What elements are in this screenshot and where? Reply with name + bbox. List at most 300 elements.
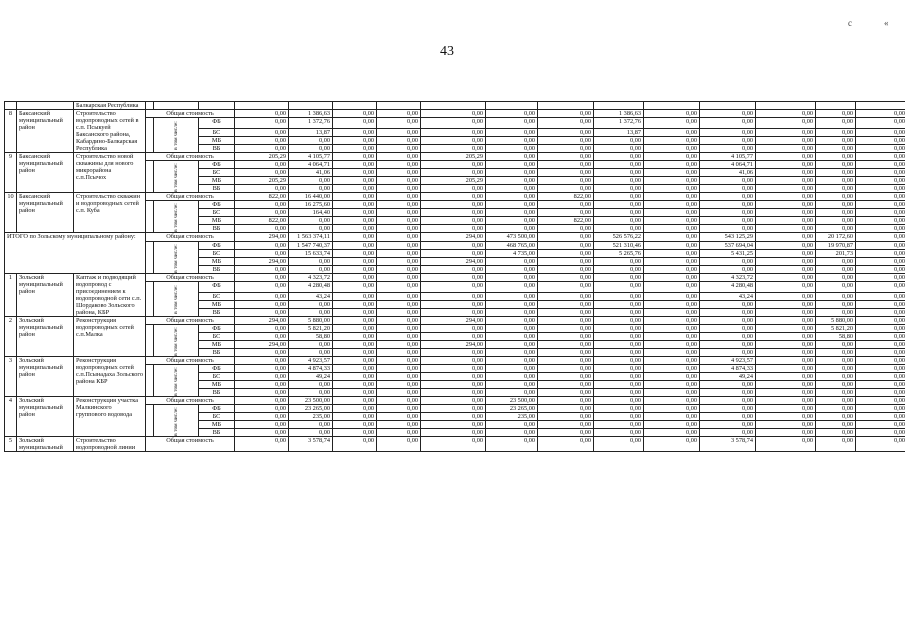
value-cell: 0,00 xyxy=(856,185,905,193)
value-cell: 0,00 xyxy=(333,365,377,373)
value-cell: 0,00 xyxy=(235,201,289,209)
in-that-label xyxy=(154,405,199,437)
value-cell: 0,00 xyxy=(333,333,377,341)
value-cell: 0,00 xyxy=(486,177,538,185)
value-cell: 0,00 xyxy=(816,161,856,169)
funding-source: БС xyxy=(199,209,235,217)
value-cell: 0,00 xyxy=(377,161,421,169)
value-cell: 0,00 xyxy=(333,137,377,145)
value-cell: 0,00 xyxy=(644,389,700,397)
empty-cell xyxy=(146,201,154,233)
value-cell: 0,00 xyxy=(756,349,816,357)
value-cell: 0,00 xyxy=(856,201,905,209)
value-cell: 0,00 xyxy=(756,274,816,282)
empty-cell xyxy=(816,102,856,110)
value-cell: 0,00 xyxy=(235,266,289,274)
value-cell: 294,00 xyxy=(421,258,486,266)
value-cell: 0,00 xyxy=(644,110,700,118)
district-name: Зольский муниципальный район xyxy=(17,397,74,437)
empty-cell xyxy=(146,325,154,357)
value-cell: 0,00 xyxy=(333,193,377,201)
value-cell: 0,00 xyxy=(700,225,756,233)
value-cell: 0,00 xyxy=(756,137,816,145)
value-cell: 0,00 xyxy=(235,365,289,373)
funding-source: ФБ xyxy=(199,325,235,333)
value-cell: 1 547 740,37 xyxy=(289,242,333,250)
value-cell: 0,00 xyxy=(856,225,905,233)
value-cell: 0,00 xyxy=(756,233,816,242)
value-cell: 0,00 xyxy=(538,258,594,266)
value-cell: 0,00 xyxy=(756,373,816,381)
value-cell: 0,00 xyxy=(486,381,538,389)
value-cell: 0,00 xyxy=(421,266,486,274)
value-cell: 0,00 xyxy=(856,137,905,145)
value-cell: 0,00 xyxy=(594,282,644,293)
value-cell: 0,00 xyxy=(816,429,856,437)
funding-source: МБ xyxy=(199,301,235,309)
value-cell: 0,00 xyxy=(538,161,594,169)
value-cell: 0,00 xyxy=(333,274,377,282)
value-cell: 0,00 xyxy=(856,381,905,389)
row-number: 1 xyxy=(5,274,17,317)
value-cell: 0,00 xyxy=(700,201,756,209)
value-cell: 0,00 xyxy=(377,258,421,266)
value-cell: 0,00 xyxy=(289,381,333,389)
project-name: Реконструкция водопроводных сетей с.п.Псынадаха Зольского района КБР xyxy=(74,357,146,397)
value-cell: 0,00 xyxy=(594,309,644,317)
value-cell: 0,00 xyxy=(644,309,700,317)
value-cell: 0,00 xyxy=(333,413,377,421)
value-cell: 0,00 xyxy=(644,357,700,365)
value-cell: 0,00 xyxy=(377,413,421,421)
value-cell: 4 280,48 xyxy=(700,282,756,293)
in-that-label-text: в том числе: xyxy=(172,121,179,150)
value-cell: 0,00 xyxy=(377,177,421,185)
value-cell: 0,00 xyxy=(644,301,700,309)
value-cell: 294,00 xyxy=(421,317,486,325)
value-cell: 0,00 xyxy=(700,333,756,341)
value-cell: 0,00 xyxy=(644,129,700,137)
empty-cell xyxy=(756,102,816,110)
value-cell: 0,00 xyxy=(377,293,421,301)
value-cell: 0,00 xyxy=(756,317,816,325)
value-cell: 0,00 xyxy=(756,341,816,349)
value-cell: 235,00 xyxy=(289,413,333,421)
value-cell: 0,00 xyxy=(756,145,816,153)
value-cell: 0,00 xyxy=(816,437,856,452)
value-cell: 0,00 xyxy=(421,421,486,429)
project-name: Строительство новой скважины для нового микрорайона с.п.Псычох xyxy=(74,153,146,193)
value-cell: 0,00 xyxy=(333,293,377,301)
value-cell: 0,00 xyxy=(644,185,700,193)
value-cell: 0,00 xyxy=(756,429,816,437)
value-cell: 0,00 xyxy=(756,437,816,452)
value-cell: 0,00 xyxy=(377,333,421,341)
value-cell: 0,00 xyxy=(644,161,700,169)
value-cell: 0,00 xyxy=(377,381,421,389)
value-cell: 0,00 xyxy=(235,145,289,153)
value-cell: 4 874,33 xyxy=(289,365,333,373)
budget-table xyxy=(4,101,905,452)
value-cell: 0,00 xyxy=(594,333,644,341)
value-cell: 0,00 xyxy=(816,397,856,405)
value-cell: 0,00 xyxy=(235,429,289,437)
value-cell: 0,00 xyxy=(644,317,700,325)
value-cell: 49,24 xyxy=(700,373,756,381)
in-that-label-text: в том числе: xyxy=(172,285,179,314)
value-cell: 5 880,00 xyxy=(816,317,856,325)
value-cell: 0,00 xyxy=(644,225,700,233)
value-cell: 0,00 xyxy=(594,209,644,217)
funding-source: МБ xyxy=(199,381,235,389)
value-cell: 0,00 xyxy=(700,185,756,193)
value-cell: 0,00 xyxy=(333,145,377,153)
value-cell: 0,00 xyxy=(644,145,700,153)
value-cell: 0,00 xyxy=(856,333,905,341)
value-cell: 0,00 xyxy=(486,333,538,341)
value-cell: 0,00 xyxy=(594,325,644,333)
value-cell: 0,00 xyxy=(377,201,421,209)
value-cell: 0,00 xyxy=(235,421,289,429)
empty-cell xyxy=(486,102,538,110)
value-cell: 0,00 xyxy=(816,225,856,233)
value-cell: 0,00 xyxy=(486,349,538,357)
value-cell: 0,00 xyxy=(700,397,756,405)
value-cell: 0,00 xyxy=(856,169,905,177)
value-cell: 0,00 xyxy=(816,357,856,365)
value-cell: 4 323,72 xyxy=(700,274,756,282)
value-cell: 0,00 xyxy=(538,405,594,413)
district-name: Баксанский муниципальный район xyxy=(17,153,74,193)
project-total-row xyxy=(5,274,905,282)
funding-source: БС xyxy=(199,169,235,177)
value-cell: 0,00 xyxy=(235,129,289,137)
total-cost-label: Общая стоимость xyxy=(146,437,235,452)
value-cell: 0,00 xyxy=(856,266,905,274)
project-total-row xyxy=(5,397,905,405)
value-cell: 0,00 xyxy=(644,193,700,201)
value-cell: 294,00 xyxy=(421,233,486,242)
value-cell: 0,00 xyxy=(538,110,594,118)
value-cell: 0,00 xyxy=(816,413,856,421)
project-total-row xyxy=(5,437,905,452)
value-cell: 0,00 xyxy=(594,301,644,309)
value-cell: 0,00 xyxy=(235,169,289,177)
value-cell: 0,00 xyxy=(377,373,421,381)
value-cell: 0,00 xyxy=(235,185,289,193)
value-cell: 0,00 xyxy=(816,177,856,185)
value-cell: 0,00 xyxy=(333,209,377,217)
value-cell: 0,00 xyxy=(700,413,756,421)
value-cell: 0,00 xyxy=(594,317,644,325)
value-cell: 0,00 xyxy=(235,242,289,250)
value-cell: 0,00 xyxy=(421,137,486,145)
value-cell: 0,00 xyxy=(594,373,644,381)
value-cell: 0,00 xyxy=(644,169,700,177)
value-cell: 0,00 xyxy=(289,349,333,357)
value-cell: 1 386,63 xyxy=(594,110,644,118)
value-cell: 0,00 xyxy=(486,258,538,266)
value-cell: 0,00 xyxy=(856,153,905,161)
value-cell: 0,00 xyxy=(756,110,816,118)
value-cell: 0,00 xyxy=(756,421,816,429)
value-cell: 0,00 xyxy=(486,421,538,429)
value-cell: 0,00 xyxy=(856,325,905,333)
value-cell: 0,00 xyxy=(333,258,377,266)
total-cost-label: Общая стоимость xyxy=(146,397,235,405)
value-cell: 0,00 xyxy=(538,317,594,325)
funding-source: МБ xyxy=(199,177,235,185)
value-cell: 0,00 xyxy=(377,421,421,429)
project-name: Реконструкция водопроводных сетей с.п.Малка xyxy=(74,317,146,357)
value-cell: 0,00 xyxy=(289,429,333,437)
value-cell: 0,00 xyxy=(333,266,377,274)
value-cell: 0,00 xyxy=(644,242,700,250)
value-cell: 0,00 xyxy=(538,333,594,341)
value-cell: 0,00 xyxy=(421,185,486,193)
value-cell: 0,00 xyxy=(816,365,856,373)
value-cell: 0,00 xyxy=(377,145,421,153)
funding-source: ВБ xyxy=(199,225,235,233)
value-cell: 0,00 xyxy=(700,129,756,137)
value-cell: 0,00 xyxy=(421,129,486,137)
value-cell: 0,00 xyxy=(644,209,700,217)
funding-source: БС xyxy=(199,333,235,341)
value-cell: 0,00 xyxy=(644,405,700,413)
in-that-label xyxy=(154,161,199,193)
value-cell: 0,00 xyxy=(538,242,594,250)
value-cell: 0,00 xyxy=(421,333,486,341)
funding-source: БС xyxy=(199,373,235,381)
value-cell: 0,00 xyxy=(421,413,486,421)
value-cell: 0,00 xyxy=(644,233,700,242)
value-cell: 0,00 xyxy=(856,357,905,365)
value-cell: 0,00 xyxy=(594,389,644,397)
value-cell: 0,00 xyxy=(644,217,700,225)
value-cell: 0,00 xyxy=(538,381,594,389)
value-cell: 0,00 xyxy=(756,266,816,274)
funding-source: ВБ xyxy=(199,429,235,437)
value-cell: 0,00 xyxy=(756,185,816,193)
value-cell: 0,00 xyxy=(644,118,700,129)
empty-cell xyxy=(146,365,154,397)
value-cell: 0,00 xyxy=(856,413,905,421)
value-cell: 49,24 xyxy=(289,373,333,381)
value-cell: 0,00 xyxy=(538,209,594,217)
value-cell: 0,00 xyxy=(756,201,816,209)
value-cell: 0,00 xyxy=(377,349,421,357)
value-cell: 0,00 xyxy=(421,201,486,209)
value-cell: 0,00 xyxy=(333,421,377,429)
value-cell: 0,00 xyxy=(538,437,594,452)
value-cell: 0,00 xyxy=(856,389,905,397)
value-cell: 5 821,20 xyxy=(289,325,333,333)
value-cell: 0,00 xyxy=(644,274,700,282)
value-cell: 294,00 xyxy=(235,233,289,242)
row-number: 4 xyxy=(5,397,17,437)
value-cell: 235,00 xyxy=(486,413,538,421)
value-cell: 0,00 xyxy=(756,293,816,301)
value-cell: 0,00 xyxy=(333,437,377,452)
value-cell: 526 576,22 xyxy=(594,233,644,242)
value-cell: 0,00 xyxy=(486,110,538,118)
value-cell: 0,00 xyxy=(856,209,905,217)
value-cell: 0,00 xyxy=(486,301,538,309)
value-cell: 0,00 xyxy=(421,357,486,365)
row-number: 10 xyxy=(5,193,17,233)
value-cell: 0,00 xyxy=(856,429,905,437)
value-cell: 0,00 xyxy=(594,185,644,193)
district-name: Зольский муниципальный xyxy=(17,437,74,452)
value-cell: 0,00 xyxy=(644,333,700,341)
value-cell: 0,00 xyxy=(816,153,856,161)
value-cell: 0,00 xyxy=(486,169,538,177)
value-cell: 19 970,87 xyxy=(816,242,856,250)
value-cell: 822,00 xyxy=(235,193,289,201)
value-cell: 0,00 xyxy=(756,333,816,341)
value-cell: 0,00 xyxy=(644,325,700,333)
in-that-label-text: в том числе: xyxy=(172,202,179,232)
empty-cell xyxy=(199,102,235,110)
value-cell: 0,00 xyxy=(700,301,756,309)
value-cell: 0,00 xyxy=(700,266,756,274)
value-cell: 0,00 xyxy=(486,201,538,209)
value-cell: 0,00 xyxy=(816,118,856,129)
value-cell: 0,00 xyxy=(644,282,700,293)
value-cell: 0,00 xyxy=(333,373,377,381)
value-cell: 0,00 xyxy=(377,137,421,145)
value-cell: 473 500,00 xyxy=(486,233,538,242)
value-cell: 0,00 xyxy=(289,341,333,349)
value-cell: 0,00 xyxy=(486,274,538,282)
value-cell: 0,00 xyxy=(644,293,700,301)
value-cell: 0,00 xyxy=(235,309,289,317)
value-cell: 0,00 xyxy=(486,437,538,452)
value-cell: 0,00 xyxy=(816,217,856,225)
value-cell: 0,00 xyxy=(594,153,644,161)
value-cell: 4 923,57 xyxy=(289,357,333,365)
value-cell: 0,00 xyxy=(756,217,816,225)
value-cell: 0,00 xyxy=(333,185,377,193)
value-cell: 0,00 xyxy=(486,193,538,201)
value-cell: 0,00 xyxy=(644,397,700,405)
value-cell: 0,00 xyxy=(421,193,486,201)
value-cell: 0,00 xyxy=(377,110,421,118)
funding-source: ФБ xyxy=(199,201,235,209)
value-cell: 5 821,20 xyxy=(816,325,856,333)
value-cell: 201,73 xyxy=(816,250,856,258)
value-cell: 0,00 xyxy=(816,145,856,153)
value-cell: 0,00 xyxy=(756,413,816,421)
value-cell: 0,00 xyxy=(594,169,644,177)
value-cell: 0,00 xyxy=(289,301,333,309)
value-cell: 0,00 xyxy=(289,266,333,274)
value-cell: 16 440,00 xyxy=(289,193,333,201)
empty-cell xyxy=(377,102,421,110)
value-cell: 0,00 xyxy=(856,110,905,118)
value-cell: 0,00 xyxy=(421,225,486,233)
value-cell: 0,00 xyxy=(856,177,905,185)
value-cell: 0,00 xyxy=(756,118,816,129)
value-cell: 0,00 xyxy=(421,118,486,129)
value-cell: 0,00 xyxy=(289,145,333,153)
value-cell: 0,00 xyxy=(333,250,377,258)
value-cell: 0,00 xyxy=(538,225,594,233)
value-cell: 0,00 xyxy=(421,437,486,452)
value-cell: 0,00 xyxy=(289,389,333,397)
value-cell: 0,00 xyxy=(421,217,486,225)
value-cell: 0,00 xyxy=(538,274,594,282)
funding-source: МБ xyxy=(199,421,235,429)
district-name: Зольский муниципальный район xyxy=(17,317,74,357)
value-cell: 0,00 xyxy=(594,145,644,153)
in-that-label-text: в том числе: xyxy=(172,326,179,356)
value-cell: 0,00 xyxy=(594,357,644,365)
value-cell: 3 578,74 xyxy=(700,437,756,452)
value-cell: 0,00 xyxy=(594,429,644,437)
value-cell: 0,00 xyxy=(816,301,856,309)
value-cell: 4 064,71 xyxy=(700,161,756,169)
total-cost-label: Общая стоимость xyxy=(146,153,235,161)
in-that-label-text: в том числе: xyxy=(172,406,179,436)
value-cell: 0,00 xyxy=(700,118,756,129)
value-cell: 0,00 xyxy=(594,274,644,282)
value-cell: 0,00 xyxy=(377,405,421,413)
value-cell: 0,00 xyxy=(538,137,594,145)
value-cell: 0,00 xyxy=(421,145,486,153)
value-cell: 0,00 xyxy=(816,373,856,381)
value-cell: 0,00 xyxy=(856,258,905,266)
value-cell: 0,00 xyxy=(538,145,594,153)
value-cell: 0,00 xyxy=(856,217,905,225)
value-cell: 0,00 xyxy=(421,389,486,397)
value-cell: 0,00 xyxy=(377,357,421,365)
value-cell: 0,00 xyxy=(486,266,538,274)
value-cell: 0,00 xyxy=(856,421,905,429)
value-cell: 0,00 xyxy=(700,389,756,397)
value-cell: 0,00 xyxy=(856,301,905,309)
value-cell: 0,00 xyxy=(538,389,594,397)
value-cell: 0,00 xyxy=(816,129,856,137)
total-cost-label: Общая стоимость xyxy=(146,110,235,118)
value-cell: 0,00 xyxy=(816,110,856,118)
value-cell: 0,00 xyxy=(538,129,594,137)
empty-cell xyxy=(700,102,756,110)
value-cell: 0,00 xyxy=(816,201,856,209)
value-cell: 0,00 xyxy=(377,325,421,333)
value-cell: 41,06 xyxy=(700,169,756,177)
value-cell: 3 578,74 xyxy=(289,437,333,452)
value-cell: 0,00 xyxy=(538,185,594,193)
value-cell: 0,00 xyxy=(333,317,377,325)
value-cell: 23 500,00 xyxy=(486,397,538,405)
value-cell: 0,00 xyxy=(289,225,333,233)
value-cell: 0,00 xyxy=(856,365,905,373)
value-cell: 0,00 xyxy=(816,274,856,282)
total-cost-label: Общая стоимость xyxy=(146,357,235,365)
value-cell: 0,00 xyxy=(816,185,856,193)
value-cell: 0,00 xyxy=(486,293,538,301)
in-that-label xyxy=(154,242,199,274)
value-cell: 0,00 xyxy=(538,177,594,185)
value-cell: 0,00 xyxy=(333,397,377,405)
value-cell: 205,29 xyxy=(235,153,289,161)
value-cell: 0,00 xyxy=(856,341,905,349)
value-cell: 0,00 xyxy=(333,341,377,349)
funding-source: ВБ xyxy=(199,266,235,274)
value-cell: 0,00 xyxy=(333,169,377,177)
value-cell: 0,00 xyxy=(235,293,289,301)
